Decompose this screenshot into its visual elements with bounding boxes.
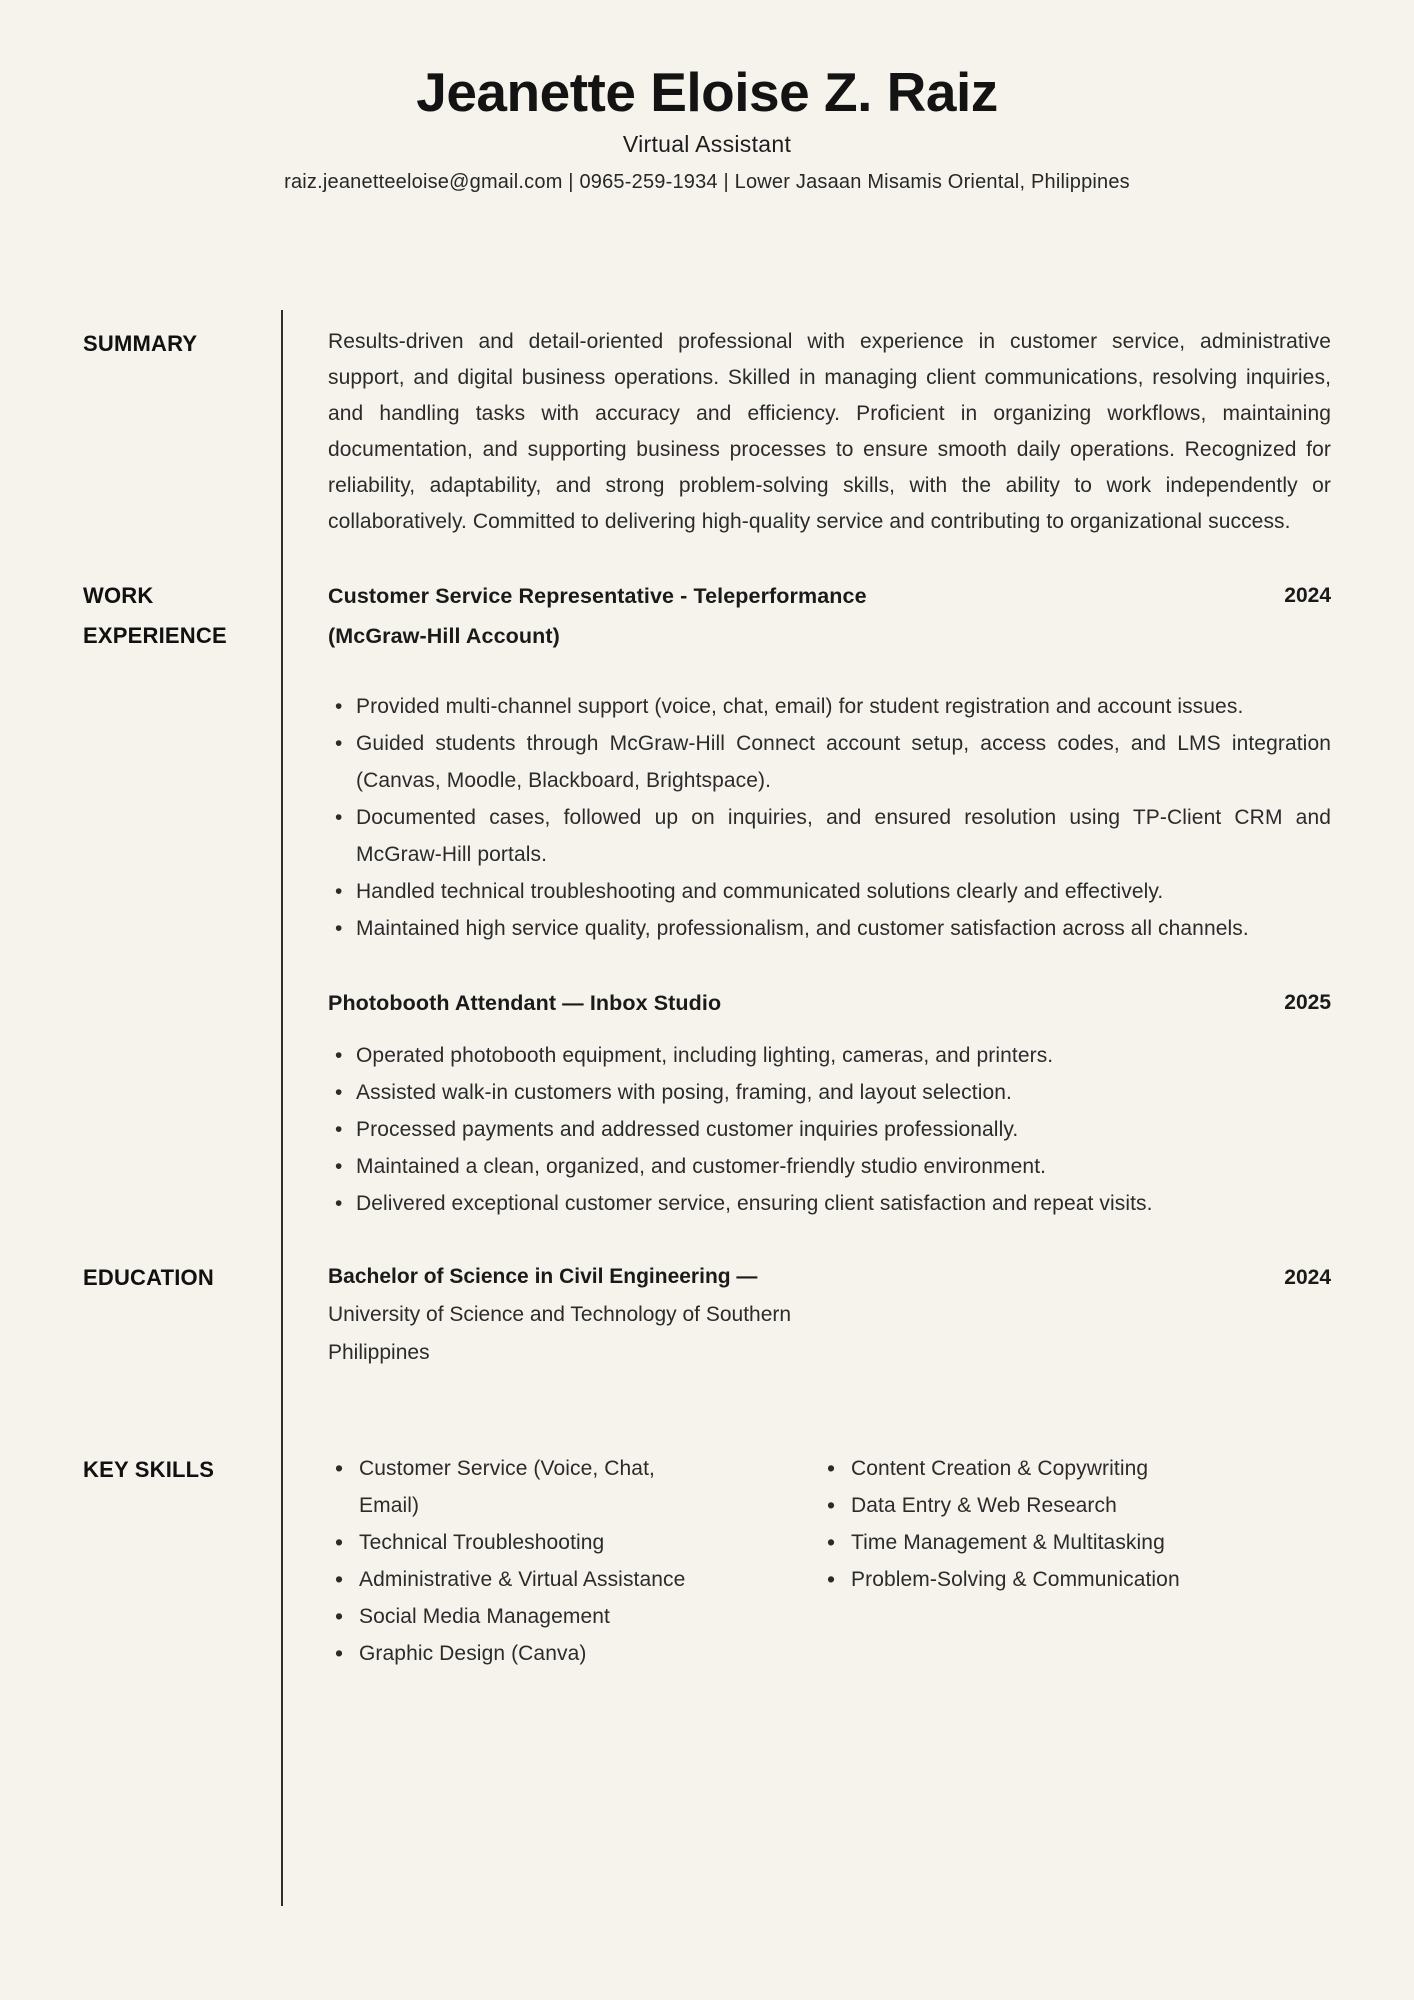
job-year: 2024 — [1284, 584, 1331, 607]
job-title-line1: Customer Service Representative - Teleperformance — [328, 584, 867, 608]
job-bullet: • Handled technical troubleshooting and communicated solutions clearly and effectively. — [328, 873, 1331, 910]
skill-item: • Problem-Solving & Communication — [820, 1561, 1185, 1598]
skill-item: • Time Management & Multitasking — [820, 1524, 1185, 1561]
job-bullet: • Maintained a clean, organized, and customer-friendly studio environment. — [328, 1148, 1331, 1185]
job-bullet: • Documented cases, followed up on inquiries, and ensured resolution using TP-Client CRM and McGraw-Hill portals. — [328, 799, 1331, 873]
vertical-divider — [281, 310, 283, 1906]
skill-item: • Content Creation & Copywriting — [820, 1450, 1185, 1487]
job-entry — [328, 983, 1331, 1222]
job-bullet: • Maintained high service quality, professionalism, and customer satisfaction across all channels. — [328, 910, 1331, 947]
job-bullet-list — [328, 688, 1331, 947]
skills-column-2 — [788, 1450, 1331, 1672]
job-header — [328, 983, 1331, 1023]
work-experience-label-cell — [83, 576, 281, 656]
skill-item: • Customer Service (Voice, Chat, Email) — [328, 1450, 696, 1524]
key-skills-content — [281, 1450, 1331, 1672]
summary-label-cell — [83, 324, 281, 364]
skill-item: • Graphic Design (Canva) — [328, 1635, 696, 1672]
person-role: Virtual Assistant — [622, 130, 792, 157]
skill-item: • Data Entry & Web Research — [820, 1487, 1185, 1524]
work-experience-content — [281, 576, 1331, 1222]
job-bullet: • Guided students through McGraw-Hill Connect account setup, access codes, and LMS integration (Canvas, Moodle, Blackboard, Brightspace). — [328, 725, 1331, 799]
skills-list — [328, 1450, 696, 1672]
section-education — [83, 1258, 1331, 1372]
summary-content — [281, 324, 1331, 540]
contact-line: raiz.jeanetteeloise@gmail.com | 0965-259-1934 | Lower Jasaan Misamis Oriental, Philippines — [284, 170, 1130, 193]
job-header — [328, 576, 1331, 656]
job-bullet-list — [328, 1037, 1331, 1222]
skill-item: • Administrative & Virtual Assistance — [328, 1561, 696, 1598]
education-degree: Bachelor of Science in Civil Engineering — — [328, 1265, 758, 1288]
education-year: 2024 — [1284, 1266, 1331, 1289]
key-skills-label-cell — [83, 1450, 281, 1490]
section-work-experience — [83, 576, 1331, 1222]
summary-text: Results-driven and detail-oriented professional with experience in customer service, administrative support, and digital business operations. Skilled in managing client communications, resolving inquiries, and handling tasks with accuracy and efficiency. Proficient in organizing workflows, maintaining documentation, and supporting business processes to ensure smooth daily operations. Recognized for reliability, adaptability, and strong problem-solving skills, with the ability to work independently or collaboratively. Committed to delivering high-quality service and contributing to organizational success. — [328, 330, 1331, 533]
job-title-line2: (McGraw-Hill Account) — [328, 624, 560, 648]
job-bullet: • Operated photobooth equipment, including lighting, cameras, and printers. — [328, 1037, 1331, 1074]
job-entry — [328, 576, 1331, 947]
skills-list — [820, 1450, 1185, 1598]
skills-columns — [328, 1450, 1331, 1672]
job-bullet: • Assisted walk-in customers with posing, framing, and layout selection. — [328, 1074, 1331, 1111]
work-experience-label: WORK EXPERIENCE — [83, 583, 227, 648]
job-bullet: • Delivered exceptional customer service, ensuring client satisfaction and repeat visits. — [328, 1185, 1331, 1222]
person-name: Jeanette Eloise Z. Raiz — [416, 61, 998, 123]
education-label: EDUCATION — [83, 1265, 214, 1290]
job-bullet: • Processed payments and addressed customer inquiries professionally. — [328, 1111, 1331, 1148]
job-year: 2025 — [1284, 991, 1331, 1014]
key-skills-label: KEY SKILLS — [83, 1457, 215, 1482]
skills-column-1 — [328, 1450, 788, 1672]
education-entry — [328, 1258, 1331, 1372]
section-summary — [83, 324, 1331, 540]
job-title: Photobooth Attendant — Inbox Studio — [328, 991, 722, 1015]
resume-body — [83, 310, 1331, 1672]
education-school: University of Science and Technology of Southern Philippines — [328, 1303, 792, 1364]
resume-header — [0, 62, 1414, 194]
section-key-skills — [83, 1450, 1331, 1672]
job-bullet: • Provided multi-channel support (voice, chat, email) for student registration and account issues. — [328, 688, 1331, 725]
skill-item: • Technical Troubleshooting — [328, 1524, 696, 1561]
education-label-cell — [83, 1258, 281, 1298]
education-text — [328, 1258, 828, 1372]
job-title — [328, 576, 968, 656]
summary-label: SUMMARY — [83, 331, 198, 356]
education-content — [281, 1258, 1331, 1372]
skill-item: • Social Media Management — [328, 1598, 696, 1635]
